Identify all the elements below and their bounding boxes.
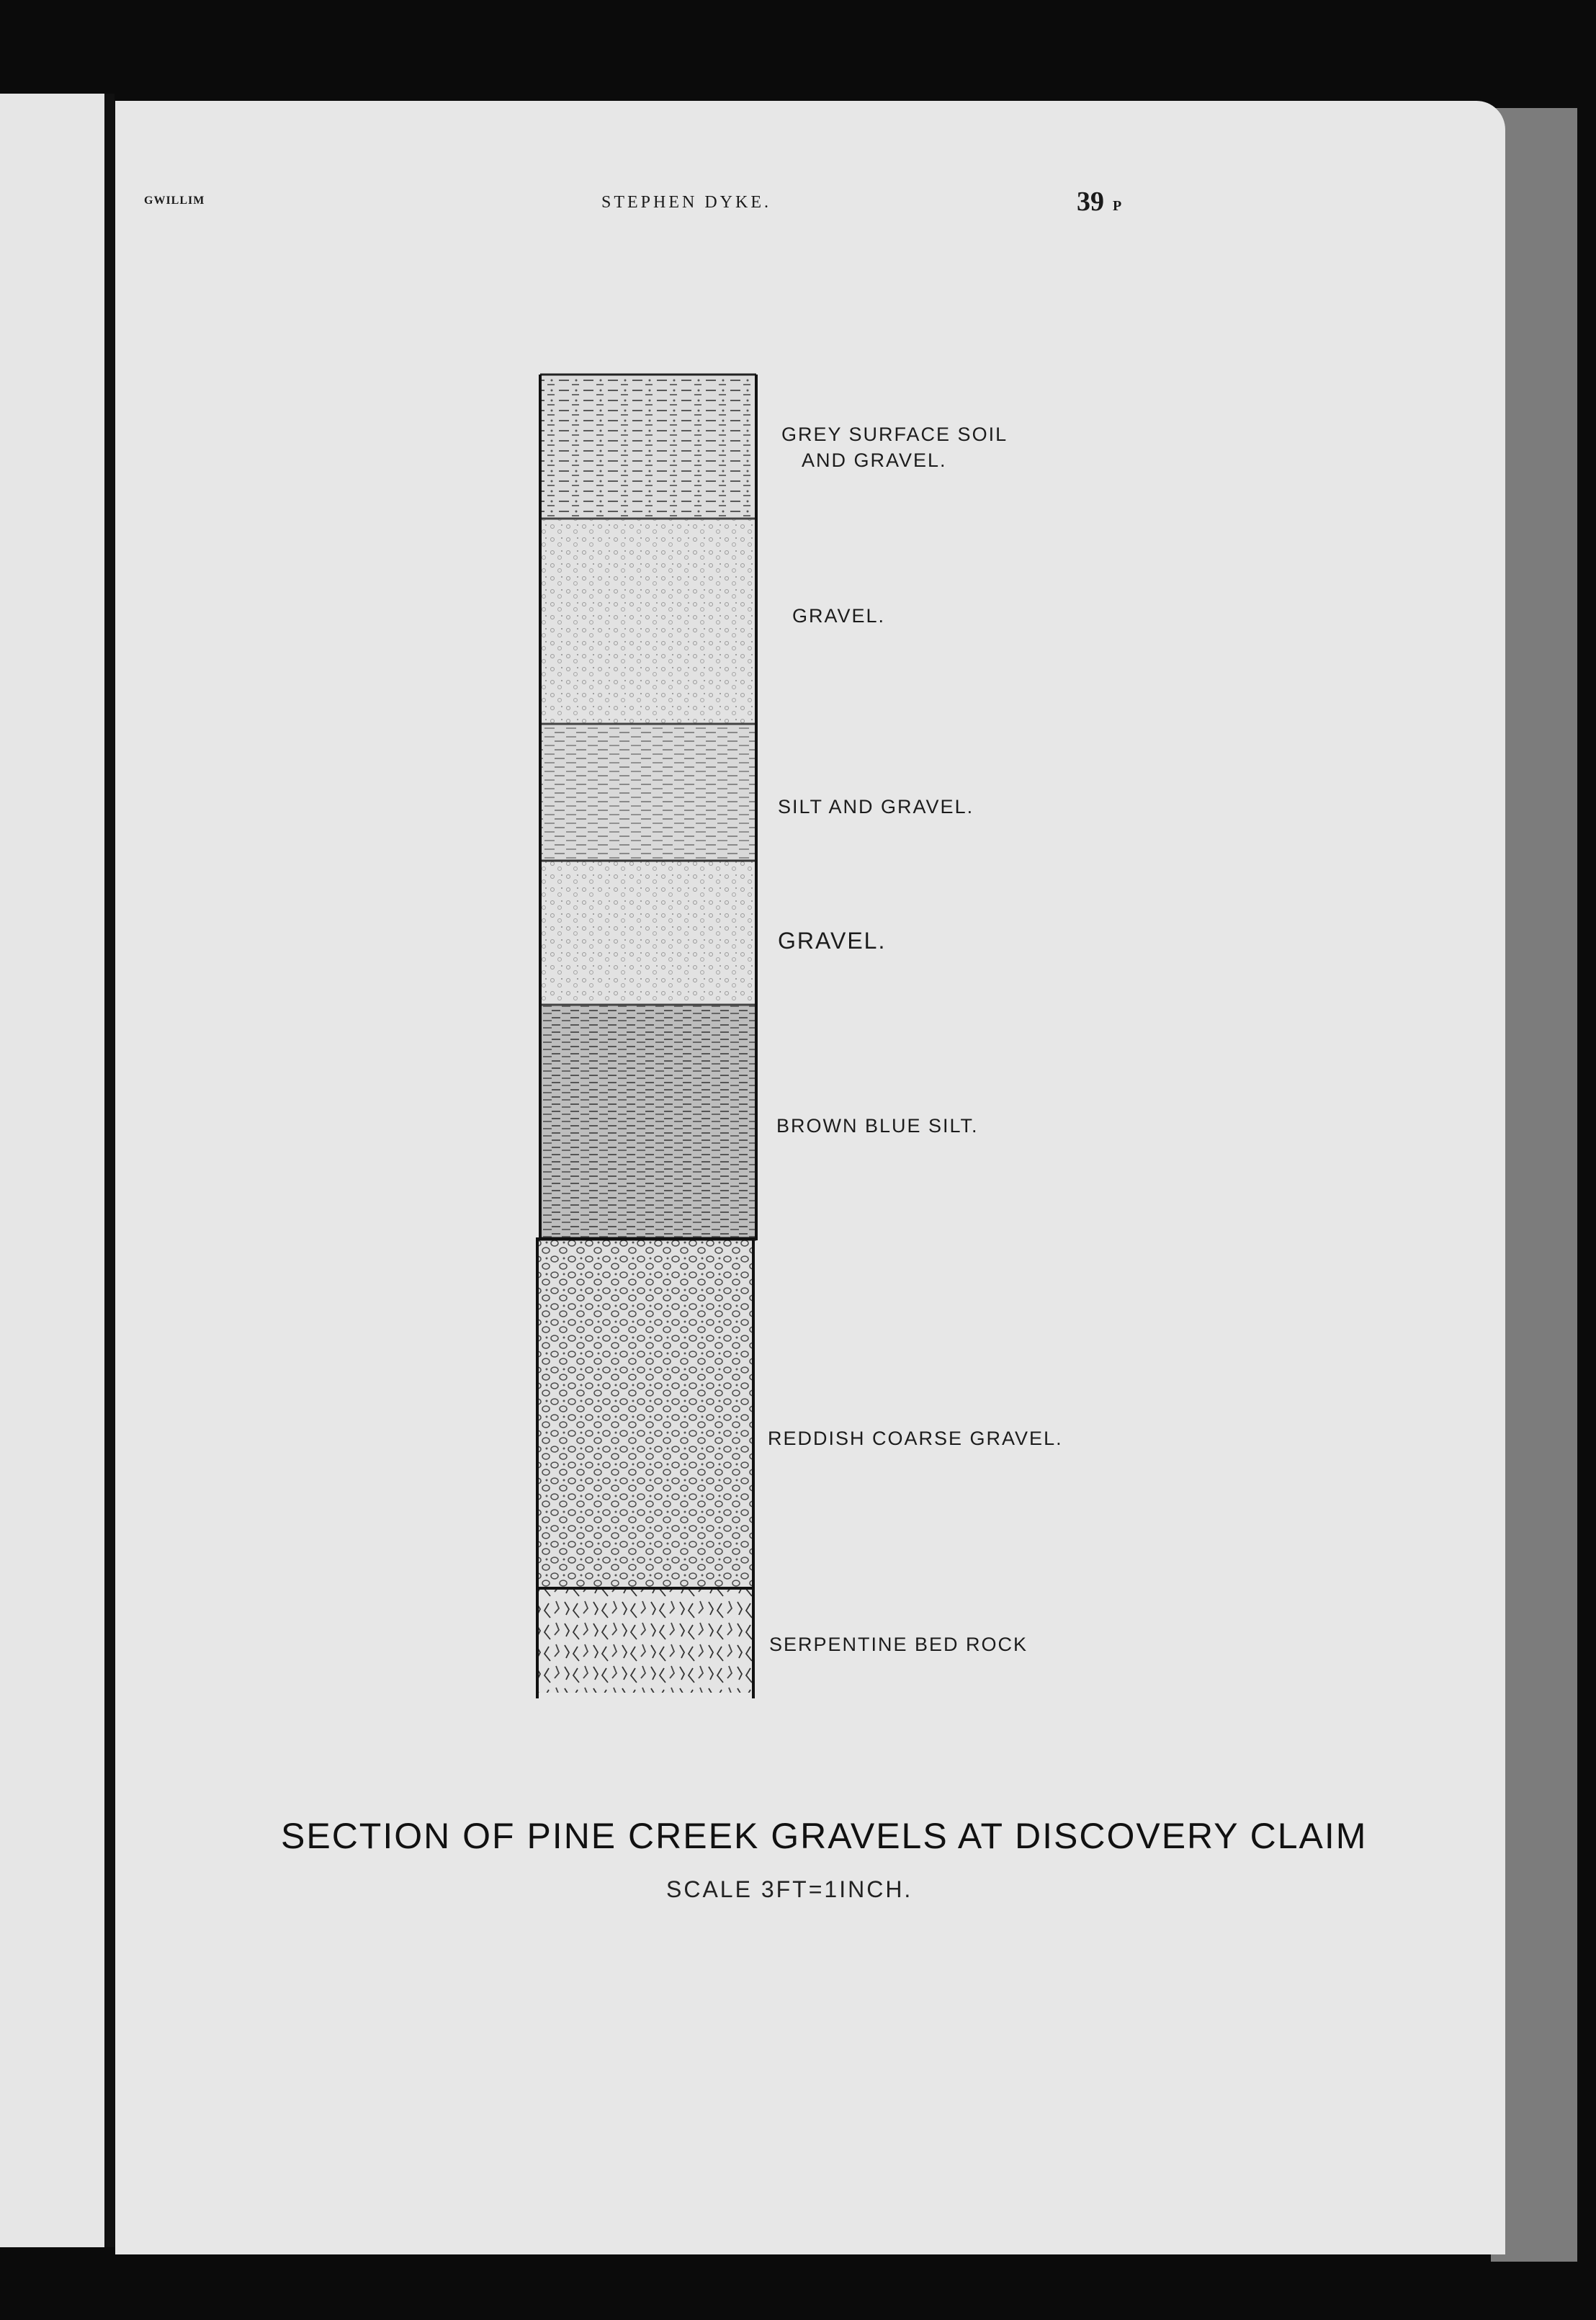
label-gravel-1: GRAVEL. bbox=[792, 605, 886, 627]
label-serpentine-bed-rock: SERPENTINE BED ROCK bbox=[769, 1634, 1028, 1655]
column-layers bbox=[537, 375, 756, 1693]
page-number-suffix: P bbox=[1113, 198, 1122, 214]
layer-gravel-1-fill bbox=[540, 519, 756, 724]
figure-caption: SECTION OF PINE CREEK GRAVELS AT DISCOVERY CLAIM bbox=[281, 1816, 1368, 1856]
layer-brown-blue-silt-fill bbox=[540, 1005, 756, 1239]
label-brown-blue-silt: BROWN BLUE SILT. bbox=[776, 1115, 979, 1137]
running-head-author: GWILLIM bbox=[144, 194, 205, 207]
label-grey-surface-soil-line1: GREY SURFACE SOIL bbox=[781, 424, 1008, 445]
label-silt-gravel: SILT AND GRAVEL. bbox=[778, 796, 974, 818]
facing-page-edge bbox=[0, 94, 108, 2247]
binding-gutter bbox=[104, 94, 115, 2247]
page-number-value: 39 bbox=[1077, 187, 1104, 217]
page-number bbox=[1077, 186, 1121, 218]
label-grey-surface-soil-line2: AND GRAVEL. bbox=[802, 449, 947, 471]
stratigraphic-column bbox=[533, 367, 771, 1700]
label-grey-surface-soil bbox=[781, 421, 1008, 473]
layer-silt-gravel-fill bbox=[540, 724, 756, 861]
layer-gravel-2-fill bbox=[540, 861, 756, 1005]
label-gravel-2: GRAVEL. bbox=[778, 928, 887, 954]
running-head-title: STEPHEN DYKE. bbox=[601, 193, 771, 212]
figure-scale: SCALE 3FT=1INCH. bbox=[666, 1876, 913, 1902]
label-reddish-coarse-gravel: REDDISH COARSE GRAVEL. bbox=[768, 1428, 1063, 1449]
layer-serpentine-bed-rock-fill bbox=[537, 1588, 753, 1693]
layer-reddish-coarse-gravel-fill bbox=[537, 1239, 753, 1588]
layer-grey-surface-soil-fill bbox=[540, 375, 756, 519]
